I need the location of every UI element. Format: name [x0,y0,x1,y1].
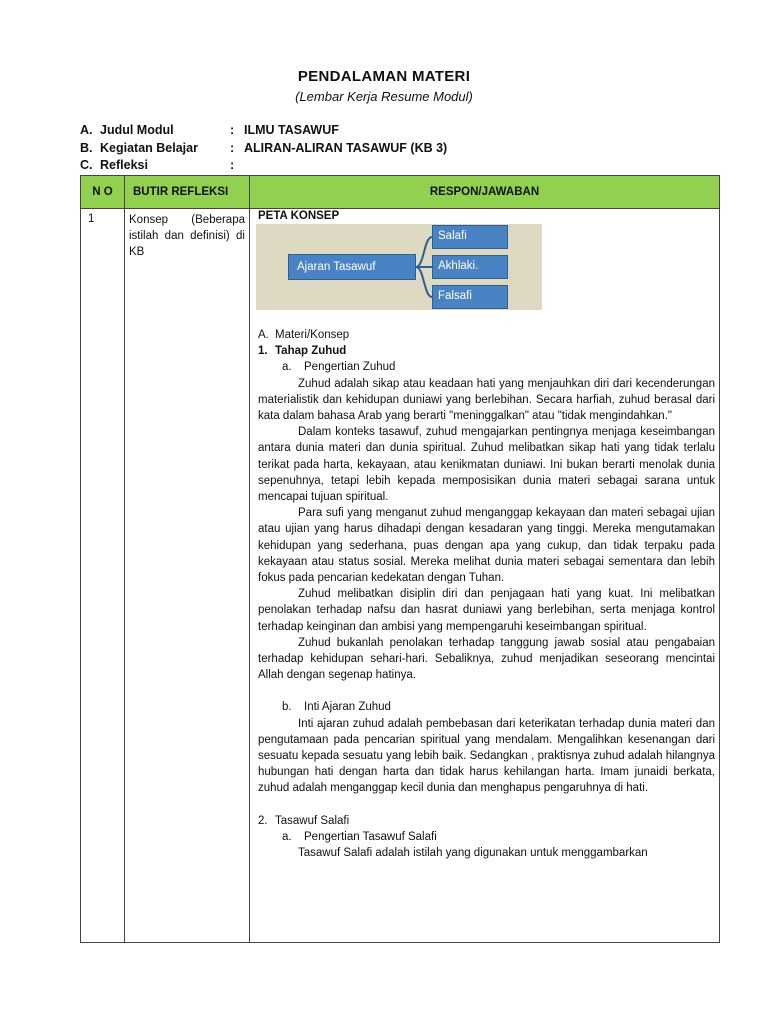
concept-map [256,224,542,310]
section-number: 1. [258,345,268,358]
materi-content [258,327,715,861]
meta-colon: : [230,158,235,172]
reflection-table [80,175,720,943]
subsection-letter: a. [282,361,292,374]
paragraph: Zuhud bukanlah penolakan terhadap tanggung jawab sosial atau pengabaian terhadap kehidupan sehari-hari. Sebaliknya, zuhud menjadikan seseorang mencintai Allah dengan segenap hatinya. [258,636,715,682]
concept-branch-salafi: Salafi [432,225,508,249]
paragraph: Inti ajaran zuhud adalah pembebasan dari keterikatan terhadap dunia materi dan pengutamaan pada pencarian spiritual yang mendalam. Mengalihkan kesenangan dari sesuatu kepada sesuatu yang lebih baik. Sedangkan , praktisnya zuhud adalah hilangnya hubungan hati dengan harta dan tidak harus kehilangan harta. Imam junaidi berkata, zuhud adalah menganggap kecil dunia dan menghapus pengaruhnya di hati. [258,717,715,795]
meta-label: Kegiatan Belajar [100,141,198,155]
header-no: N O [81,176,125,209]
section-2a-heading [258,829,715,845]
row-butir-refleksi: Konsep (Beberapa istilah dan definisi) di KB [125,209,250,943]
section-number: 2. [258,814,268,827]
concept-root-box: Ajaran Tasawuf [288,254,416,280]
meta-row-refleksi [80,158,244,172]
header-butir-refleksi: BUTIR REFLEKSI [125,176,250,209]
section-1a-heading [258,359,715,375]
meta-letter: A. [80,123,93,137]
subsection-title: Pengertian Tasawuf Salafi [304,830,437,843]
materi-heading-letter: A. [258,329,269,341]
subsection-letter: b. [282,701,292,714]
materi-heading [258,327,715,343]
materi-heading-text: Materi/Konsep [275,329,350,341]
section-title: Tahap Zuhud [275,345,347,358]
paragraph: Dalam konteks tasawuf, zuhud mengajarkan pentingnya menjaga keseimbangan antara dunia materi dan dunia spiritual. Zuhud melibatkan sikap hati yang tidak terlalu terikat pada harta, kekayaan, atau kenikmatan duniawi. Ini bukan berarti menolak dunia sepenuhnya, tetapi lebih kepada memposisikan dunia materi sebagai sarana untuk mencapai tujuan spiritual. [258,426,715,504]
table-header-row [81,176,720,209]
paragraph: Zuhud adalah sikap atau keadaan hati yang menjauhkan diri dari kecenderungan materialistik dan kehidupan duniawi yang berlebihan. Secara harfiah, zuhud berasal dari kata dalam bahasa Arab yang berarti "meninggalkan" atau "tidak mengindahkan." [258,377,715,423]
meta-value: ALIRAN-ALIRAN TASAWUF (KB 3) [244,141,448,155]
meta-label: Refleksi [100,158,148,172]
subsection-title: Pengertian Zuhud [304,361,396,374]
section-1b-heading [258,699,715,715]
meta-label: Judul Modul [100,123,174,137]
paragraph: Para sufi yang menganut zuhud menganggap kekayaan dan materi sebagai ujian atau ujian yang harus dihadapi dengan kesadaran yang tinggi. Mereka mengutamakan kehidupan yang sederhana, puas dengan apa yang cukup, dan tidak terpaku pada kekayaan atau status sosial. Mereka melihat dunia materi sebagai sementara dan lebih fokus pada pencarian kedekatan dengan Tuhan. [258,507,715,585]
subsection-title: Inti Ajaran Zuhud [304,701,391,714]
row-respon [250,209,720,943]
paragraph: Zuhud melibatkan disiplin diri dan penjagaan hati yang kuat. Ini melibatkan penolakan terhadap nafsu dan hasrat duniawi yang berlebihan, serta menjaga kontrol terhadap keinginan dan ambisi yang mempengaruhi keseimbangan spiritual. [258,588,715,633]
section-title: Tasawuf Salafi [275,814,350,827]
meta-value: ILMU TASAWUF [244,123,339,137]
paragraph: Tasawuf Salafi adalah istilah yang digunakan untuk menggambarkan [298,847,648,860]
meta-colon: : [230,123,235,137]
concept-branch-falsafi: Falsafi [432,285,508,309]
peta-konsep-title: PETA KONSEP [258,210,340,222]
header-respon-jawaban: RESPON/JAWABAN [250,176,720,209]
subsection-letter: a. [282,830,292,843]
meta-colon: : [230,141,235,155]
section-1-heading [258,343,715,359]
section-2-heading [258,813,715,829]
concept-branch-akhlaki: Akhlaki. [432,255,508,279]
document-subtitle: (Lembar Kerja Resume Modul) [295,89,473,104]
document-title: PENDALAMAN MATERI [297,68,471,85]
meta-row-kegiatan-belajar [80,141,447,155]
row-number: 1 [81,209,125,943]
meta-letter: C. [80,158,93,172]
meta-letter: B. [80,141,93,155]
meta-row-judul-modul [80,123,339,137]
table-row [81,209,720,943]
